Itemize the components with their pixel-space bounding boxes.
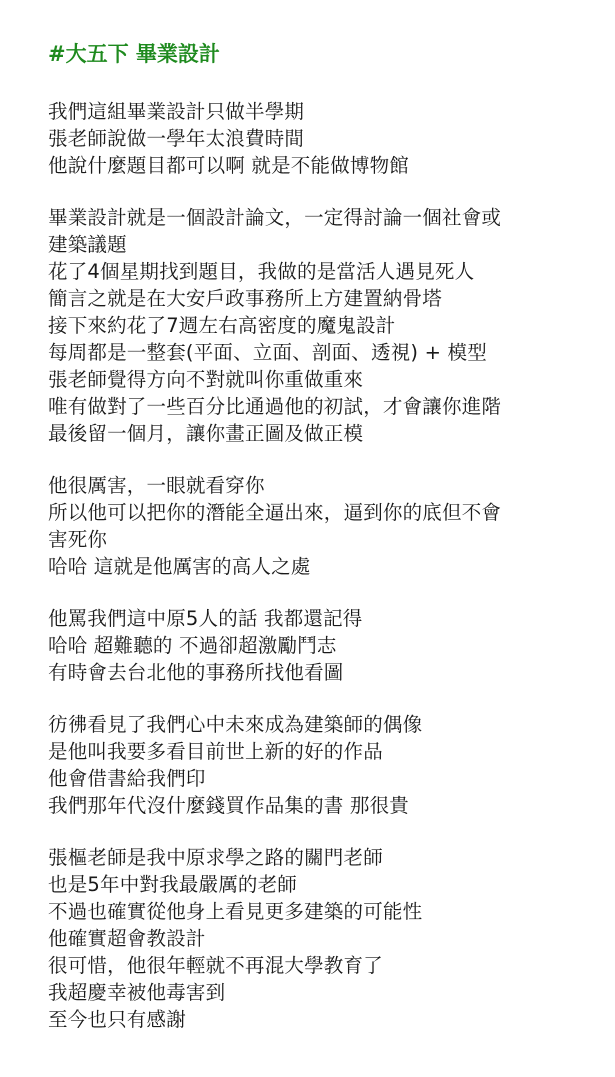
text-line: 花了4個星期找到題目，我做的是當活人遇見死人 [48, 260, 475, 283]
post-body [48, 98, 575, 1033]
text-line: 害死你 [48, 528, 108, 551]
text-line: 是他叫我要多看目前世上新的好的作品 [48, 740, 383, 763]
text-line: 張樞老師是我中原求學之路的關門老師 [48, 846, 383, 869]
text-line: 我超慶幸被他毒害到 [48, 981, 226, 1004]
text-line: 有時會去台北他的事務所找他看圖 [48, 661, 344, 684]
text-line: 他確實超會教設計 [48, 927, 206, 950]
text-line: 他會借書給我們印 [48, 767, 206, 790]
text-line: 也是5年中對我最嚴厲的老師 [48, 873, 298, 896]
paragraph [48, 711, 575, 819]
text-line: 張老師覺得方向不對就叫你重做重來 [48, 368, 364, 391]
text-line: 哈哈 這就是他厲害的高人之處 [48, 555, 311, 578]
text-line: 每周都是一整套(平面、立面、剖面、透視) + 模型 [48, 341, 487, 364]
text-line: 張老師說做一學年太浪費時間 [48, 127, 305, 150]
paragraph [48, 98, 575, 179]
text-line: 最後留一個月，讓你畫正圖及做正模 [48, 422, 364, 445]
text-line: 建築議題 [48, 233, 127, 256]
text-line: 哈哈 超難聽的 不過卻超激勵鬥志 [48, 634, 337, 657]
post-title-hashtag[interactable]: #大五下 畢業設計 [48, 42, 220, 66]
text-line: 簡言之就是在大安戶政事務所上方建置納骨塔 [48, 287, 443, 310]
text-line: 所以他可以把你的潛能全逼出來，逼到你的底但不會 [48, 501, 502, 524]
text-line: 我們這組畢業設計只做半學期 [48, 100, 305, 123]
text-line: 畢業設計就是一個設計論文，一定得討論一個社會或 [48, 206, 502, 229]
text-line: 接下來約花了7週左右高密度的魔鬼設計 [48, 314, 396, 337]
text-line: 他說什麼題目都可以啊 就是不能做博物館 [48, 154, 409, 177]
paragraph [48, 844, 575, 1033]
text-line: 我們那年代沒什麼錢買作品集的書 那很貴 [48, 794, 409, 817]
text-line: 彷彿看見了我們心中未來成為建築師的偶像 [48, 713, 423, 736]
text-line: 他很厲害，一眼就看穿你 [48, 474, 265, 497]
paragraph [48, 605, 575, 686]
text-line: 很可惜，他很年輕就不再混大學教育了 [48, 954, 383, 977]
paragraph [48, 204, 575, 447]
text-line: 至今也只有感謝 [48, 1008, 186, 1031]
text-line: 不過也確實從他身上看見更多建築的可能性 [48, 900, 423, 923]
paragraph [48, 472, 575, 580]
text-line: 他罵我們這中原5人的話 我都還記得 [48, 607, 363, 630]
text-line: 唯有做對了一些百分比通過他的初試，才會讓你進階 [48, 395, 502, 418]
